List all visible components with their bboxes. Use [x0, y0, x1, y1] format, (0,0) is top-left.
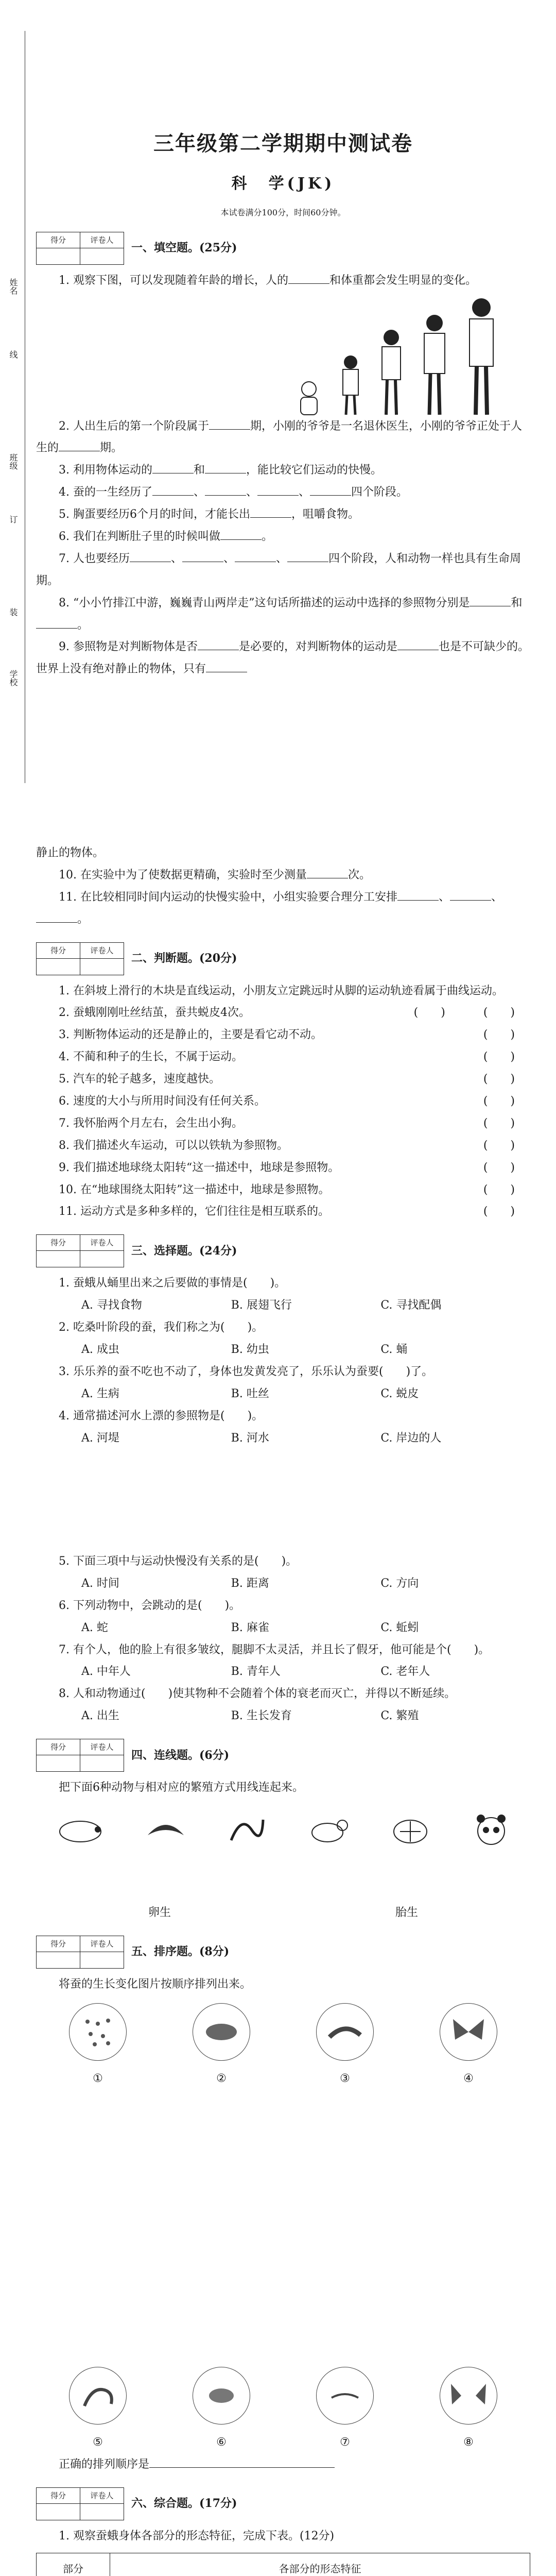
pupa-icon: [193, 2367, 250, 2425]
judge-answer-paren[interactable]: ( ): [483, 1006, 515, 1020]
picture-numbers-row-2: ⑤ ⑥ ⑦ ⑧: [93, 2436, 474, 2449]
spinning-silkworm-icon: [69, 2367, 127, 2425]
exam-page-2: [36, 842, 530, 1449]
section-2-header: 得分 评卷人 二、判断题。(20分): [36, 942, 530, 975]
section-6-header: 得分 评卷人 六、综合题。(17分): [36, 2487, 530, 2520]
section-3-title: 三、选择题。(24分): [131, 1244, 237, 1258]
silkworm-larva-icon: [316, 2003, 374, 2061]
fill-question-9: 9. 参照物是对判断物体是否 是必要的，对判断物体的运动是 也是不可缺少的。世界上没有绝对静止的物体，只有: [36, 636, 530, 681]
choice-question-4: 4. 通常描述河水上漂的参照物是( )。: [59, 1409, 264, 1422]
judge-item: 8. 我们描述火车运动，可以以铁轨为参照物。 ( ): [36, 1135, 530, 1157]
name-label: 姓名: [8, 278, 18, 295]
score-label: 得分: [37, 232, 80, 248]
score-box: [36, 232, 124, 265]
mating-moths-icon: [440, 2367, 497, 2425]
judge-item: 9. 我们描述地球绕太阳转“这一描述中，地球是参照物。 ( ): [36, 1157, 530, 1179]
fill-question-9-continued: 静止的物体。: [36, 846, 105, 859]
grownup-figure-icon: [463, 296, 499, 416]
judge-answer-paren[interactable]: ( ): [413, 1006, 445, 1020]
choice-question-1: 1. 蚕蛾从蛹里出来之后要做的事情是( )。: [59, 1277, 286, 1290]
choice-question-8: 8. 人和动物通过( )使其物种不会随着个体的衰老而灭亡，并得以不断延续。: [59, 1687, 456, 1701]
dog-icon: [304, 1812, 351, 1848]
viviparous-label[interactable]: 胎生: [395, 1906, 418, 1920]
fill-question-2: 2. 人出生后的第一个阶段属于 期，小刚的爷爷是一名退休医生，小刚的爷爷正处于人生的 期。: [36, 416, 530, 460]
section-5-header: 得分 评卷人 五、排序题。(8分): [36, 1936, 530, 1969]
exam-page-4: [36, 2360, 530, 2576]
silkworm-moth-icon: [440, 2003, 497, 2061]
table-header-part: 部分: [37, 2553, 110, 2576]
judge-answer-paren[interactable]: ( ): [483, 1073, 515, 1086]
judge-answer-paren[interactable]: ( ): [483, 1161, 515, 1174]
section-1-header: [36, 232, 530, 265]
section-2-title: 二、判断题。(20分): [131, 952, 237, 965]
moth-features-table: [36, 2553, 530, 2576]
exam-page-3: 5. 下面三項中与运动快慢没有关系的是( )。 A. 时间 B. 距离 C. 方向 6. 下列动物中，会跳动的是( )。 A. 蛇 B. 麻雀 C. 蚯蚓 7. 有个人，他的脸上有很多皱纹，腿脚不太灵活，并且长了假牙，他可能是个( )。 A. 中年人 B. 青年人 C. 老年人 8. 人和动物通过( )使其物种不会随着个体的衰老而灭亡，并得以不断延续。 A. 出生 B. 生长发育 C. 繁殖 得分 评卷人 四、连线题。(6分) 把下面6种动物与相对应的繁殖方式用线连起来。 卵生 胎生 得分 评卷人 五、排序题。(8分) 将蚕的生长变化图片按顺序排列出来。 ① ② ③ ④: [36, 1551, 530, 2090]
fill-question-1: 1. 观察下图，可以发现随着年龄的增长，人的 和体重都会发生明显的变化。: [36, 270, 530, 292]
fill-question-3: 3. 利用物体运动的 和 ，能比较它们运动的快慢。: [36, 460, 530, 482]
judge-item: 1. 在斜坡上滑行的木块是直线运动，小朋友立定跳远时从脚的运动轨迹看属于曲线运动。 ( ): [36, 980, 530, 1003]
adult-figure-icon: [419, 313, 450, 416]
grader-label: 评卷人: [80, 232, 124, 248]
exam-title: 三年级第二学期期中测试卷: [153, 131, 413, 156]
choice-question-5: 5. 下面三項中与运动快慢没有关系的是( )。: [59, 1555, 298, 1568]
judge-answer-paren[interactable]: ( ): [483, 1095, 515, 1108]
fix-mark: 订: [8, 515, 18, 523]
judge-item: 10. 在“地球围绕太阳转”这一描述中，地球是参照物。 ( ): [36, 1179, 530, 1201]
fill-question-11: 11. 在比较相同时间内运动的快慢实验中，小组实验要合理分工安排 、 、。: [36, 887, 530, 931]
baby-figure-icon: [293, 380, 324, 416]
matching-targets: [36, 1902, 530, 1924]
choice-options-2: A. 成虫 B. 幼虫 C. 蛹: [81, 1343, 408, 1357]
section-5-title: 五、排序题。(8分): [131, 1945, 230, 1959]
line-mark: 线: [8, 350, 18, 359]
oviparous-label[interactable]: 卵生: [148, 1906, 171, 1920]
comprehensive-question-1: 1. 观察蚕蛾身体各部分的形态特征，完成下表。(12分): [59, 2529, 335, 2543]
sorting-answer-blank[interactable]: [149, 2456, 335, 2468]
fill-question-4: 4. 蚕的一生经历了 、 、 、 四个阶段。: [36, 482, 530, 504]
section-3-header: 得分 评卷人 三、选择题。(24分): [36, 1234, 530, 1267]
choice-options-3: A. 生病 B. 吐丝 C. 蜕皮: [81, 1387, 419, 1400]
answer-blank[interactable]: [288, 272, 329, 284]
judge-answer-paren[interactable]: ( ): [483, 1116, 515, 1130]
table-header-features: 各部分的形态特征: [110, 2553, 530, 2576]
cocoon-icon: [193, 2003, 250, 2061]
judge-item: 6. 速度的大小与所用时间没有任何关系。 ( ): [36, 1091, 530, 1113]
judge-list: [36, 980, 530, 1201]
judge-item: 11. 运动方式是多种多样的，它们往往是相互联系的。 ( ): [59, 1205, 515, 1218]
section-1-title: 一、填空题。(25分): [131, 241, 237, 255]
choice-question-6: 6. 下列动物中，会跳动的是( )。: [59, 1599, 241, 1612]
exam-note: 本试卷满分100分，时间60分钟。: [220, 207, 346, 217]
choice-question-7: 7. 有个人，他的脸上有很多皱纹，腿脚不太灵活，并且长了假牙，他可能是个( )。: [59, 1643, 490, 1656]
school-label: 学校: [8, 670, 18, 686]
bind-mark: 装: [8, 608, 18, 616]
judge-item: 3. 判断物体运动的还是静止的，主要是看它动不动。 ( ): [36, 1024, 530, 1046]
judge-item: 5. 汽车的轮子越多，速度越快。 ( ): [36, 1069, 530, 1091]
child-figure-icon: [338, 354, 363, 416]
judge-answer-paren[interactable]: ( ): [483, 1050, 515, 1064]
choice-question-2: 2. 吃桑叶阶段的蚕，我们称之为( )。: [59, 1321, 264, 1334]
choice-options-4: A. 河堤 B. 河水 C. 岸边的人: [81, 1431, 442, 1445]
section-6-title: 六、综合题。(17分): [131, 2497, 237, 2511]
judge-item: 7. 我怀胎两个月左右，会生出小狗。 ( ): [36, 1113, 530, 1135]
choice-question-3: 3. 乐乐养的蚕不吃也不动了，身体也发黄发亮了，乐乐认为蚕要( )了。: [59, 1365, 433, 1378]
class-label: 班级: [8, 453, 18, 470]
judge-item: 4. 不蔺和种子的生长，不属于运动。 ( ): [36, 1046, 530, 1069]
fill-question-6: 6. 我们在判断肚子里的时候叫做 。: [36, 526, 530, 548]
matching-instructions: 把下面6种动物与相对应的繁殖方式用线连起来。: [59, 1781, 304, 1794]
exam-page-1: [36, 124, 530, 681]
sorting-answer: 正确的排列顺序是: [36, 2454, 530, 2476]
fill-question-7: 7. 人也要经历 、 、 、 四个阶段，人和动物一样也具有生命周期。: [36, 548, 530, 592]
silkworm-eggs-icon: [69, 2003, 127, 2061]
judge-answer-paren[interactable]: ( ): [483, 1028, 515, 1042]
panda-icon: [471, 1809, 512, 1851]
judge-answer-paren[interactable]: ( ): [483, 1139, 515, 1152]
bird-icon: [143, 1815, 189, 1845]
fill-question-10: 10. 在实验中为了使数据更精确，实验时至少测量 次。: [36, 865, 530, 887]
chameleon-icon: [55, 1812, 106, 1848]
section-4-header: 得分 评卷人 四、连线题。(6分): [36, 1739, 530, 1772]
silkworm-pictures-row-2: [36, 2367, 530, 2425]
judge-answer-paren[interactable]: ( ): [483, 1183, 515, 1196]
turtle-icon: [387, 1812, 433, 1848]
silkworm-pictures-row-1: [36, 2003, 530, 2061]
hatching-larva-icon: [316, 2367, 374, 2425]
snake-icon: [226, 1809, 267, 1851]
picture-numbers-row-1: ① ② ③ ④: [93, 2072, 474, 2085]
choice-options-1: A. 寻找食物 B. 展翅飞行 C. 寻找配偶: [81, 1299, 442, 1312]
section-4-title: 四、连线题。(6分): [131, 1748, 230, 1762]
growth-illustration: [36, 292, 530, 416]
sorting-instructions: 将蚕的生长变化图片按顺序排列出来。: [59, 1977, 252, 1991]
fill-question-8: 8. “小小竹排江中游，巍巍青山两岸走”这句话所描述的运动中选择的参照物分别是 和。: [36, 592, 530, 637]
teen-figure-icon: [377, 328, 406, 416]
exam-subject: 科 学(JK): [231, 175, 335, 193]
fill-question-5: 5. 胸蛋要经历6个月的时间，才能长出 ，咀嚼食物。: [36, 504, 530, 526]
binding-margin: [0, 0, 36, 793]
animal-pictures: [36, 1804, 530, 1856]
judge-item: 2. 蚕蛾刚刚吐丝结茧，蚕共蜕皮4次。 ( ): [36, 1002, 530, 1024]
